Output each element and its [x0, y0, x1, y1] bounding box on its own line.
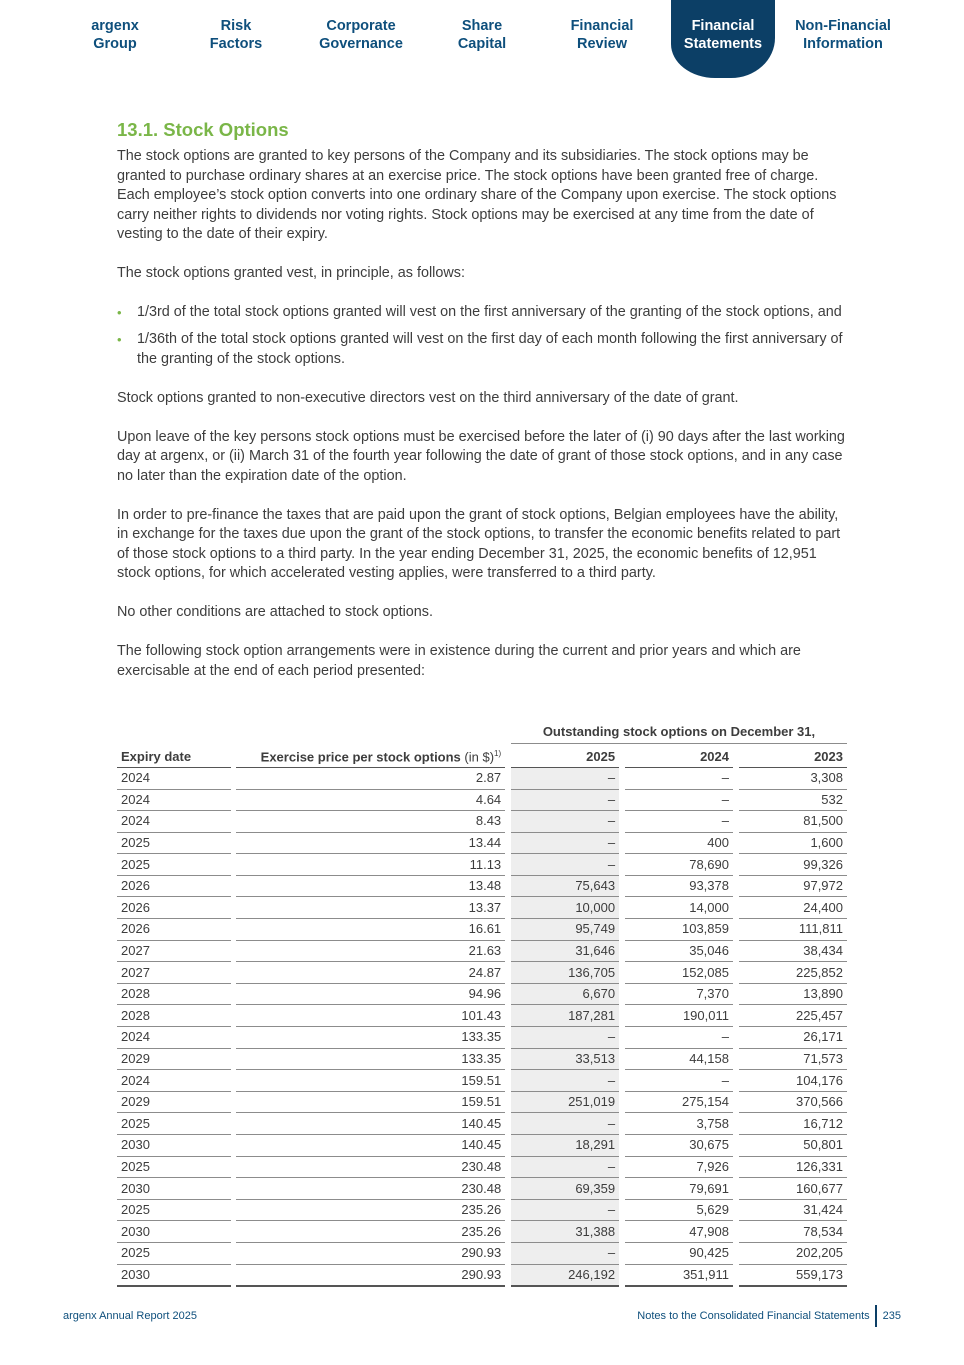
table-row — [117, 897, 847, 919]
cell-2025: 75,643 — [511, 876, 619, 898]
cell-expiry: 2025 — [117, 1243, 231, 1265]
cell-expiry: 2027 — [117, 941, 231, 963]
cell-expiry: 2026 — [117, 897, 231, 919]
cell-2024: 44,158 — [625, 1049, 733, 1071]
table-row — [117, 811, 847, 833]
table-row — [117, 790, 847, 812]
top-navigation — [60, 0, 904, 80]
cell-2023: 97,972 — [739, 876, 847, 898]
bullet-icon: • — [117, 305, 122, 320]
cell-price: 16.61 — [236, 919, 505, 941]
cell-2025: 69,359 — [511, 1178, 619, 1200]
cell-2023: 71,573 — [739, 1049, 847, 1071]
cell-2024: 152,085 — [625, 962, 733, 984]
tab-label-line1: Share — [461, 18, 503, 34]
cell-2025: 95,749 — [511, 919, 619, 941]
cell-price: 2.87 — [236, 768, 505, 790]
header-spacer — [236, 722, 505, 744]
table-body — [117, 768, 847, 1287]
cell-price: 101.43 — [236, 1005, 505, 1027]
cell-expiry: 2029 — [117, 1092, 231, 1114]
bullet-icon: • — [117, 332, 122, 347]
cell-price: 133.35 — [236, 1049, 505, 1071]
tab-argenx-group[interactable] — [60, 0, 170, 70]
tab-label-line1: Corporate — [326, 18, 396, 34]
tab-label-line2: Governance — [319, 36, 403, 52]
tab-label-line2: Review — [577, 36, 627, 52]
table-row — [117, 1265, 847, 1288]
tab-non-financial-information[interactable] — [788, 0, 898, 70]
tab-share-capital[interactable] — [427, 0, 537, 70]
cell-expiry: 2029 — [117, 1049, 231, 1071]
cell-expiry: 2025 — [117, 1200, 231, 1222]
tab-label-line1: Financial — [570, 18, 634, 34]
cell-price: 290.93 — [236, 1265, 505, 1288]
list-item — [117, 303, 847, 323]
cell-2023: 370,566 — [739, 1092, 847, 1114]
cell-expiry: 2027 — [117, 962, 231, 984]
tab-label-line2: Information — [803, 36, 883, 52]
cell-2023: 225,852 — [739, 962, 847, 984]
tab-financial-statements[interactable] — [671, 0, 775, 78]
table-row — [117, 984, 847, 1006]
cell-2025: – — [511, 1070, 619, 1092]
cell-expiry: 2028 — [117, 984, 231, 1006]
tab-label-line2: Group — [93, 36, 137, 52]
cell-2023: 78,534 — [739, 1221, 847, 1243]
cell-2024: 35,046 — [625, 941, 733, 963]
table-row — [117, 768, 847, 790]
tab-risk-factors[interactable] — [181, 0, 291, 70]
cell-2023: 26,171 — [739, 1027, 847, 1049]
table-row — [117, 1005, 847, 1027]
header-spacer — [117, 722, 231, 744]
column-header-2025: 2025 — [511, 744, 619, 768]
table-row — [117, 1157, 847, 1179]
cell-2024: 14,000 — [625, 897, 733, 919]
column-header-expiry: Expiry date — [117, 744, 231, 768]
cell-expiry: 2030 — [117, 1221, 231, 1243]
cell-2023: 3,308 — [739, 768, 847, 790]
tab-label-line1: Non-Financial — [795, 18, 891, 34]
cell-expiry: 2025 — [117, 854, 231, 876]
cell-2025: – — [511, 1200, 619, 1222]
cell-price: 24.87 — [236, 962, 505, 984]
cell-expiry: 2026 — [117, 876, 231, 898]
cell-price: 235.26 — [236, 1200, 505, 1222]
price-header-unit: (in $) — [464, 748, 495, 764]
column-header-2024: 2024 — [625, 744, 733, 768]
cell-expiry: 2025 — [117, 1113, 231, 1135]
cell-2025: – — [511, 1113, 619, 1135]
cell-2024: 400 — [625, 833, 733, 855]
cell-price: 94.96 — [236, 984, 505, 1006]
cell-price: 235.26 — [236, 1221, 505, 1243]
paragraph-leave: Upon leave of the key persons stock options must be exercised before the later of (i) 90 days after the last working day at argenx, or (ii) March 31 of the fourth year following the date of grant of those stock options, and in any case no later than the expiration date of the option. — [117, 428, 845, 484]
cell-price: 21.63 — [236, 941, 505, 963]
cell-price: 159.51 — [236, 1092, 505, 1114]
vesting-list — [117, 303, 847, 369]
cell-price: 290.93 — [236, 1243, 505, 1265]
tab-label-line2: Capital — [457, 36, 507, 52]
cell-2025: – — [511, 811, 619, 833]
cell-2023: 225,457 — [739, 1005, 847, 1027]
cell-price: 4.64 — [236, 790, 505, 812]
table-row — [117, 1243, 847, 1265]
table-row — [117, 962, 847, 984]
paragraph-directors: Stock options granted to non-executive directors vest on the third anniversary of the date of grant. — [117, 389, 739, 406]
cell-2025: – — [511, 854, 619, 876]
table-row — [117, 1135, 847, 1157]
cell-price: 140.45 — [236, 1135, 505, 1157]
cell-2025: 18,291 — [511, 1135, 619, 1157]
cell-2024: 3,758 — [625, 1113, 733, 1135]
cell-2025: 33,513 — [511, 1049, 619, 1071]
footnote-marker: 1) — [494, 748, 502, 758]
cell-expiry: 2024 — [117, 1070, 231, 1092]
cell-2024: 30,675 — [625, 1135, 733, 1157]
table-row — [117, 1178, 847, 1200]
paragraph-vesting-intro: The stock options granted vest, in principle, as follows: — [117, 265, 465, 281]
cell-price: 230.48 — [236, 1178, 505, 1200]
tab-label-line1: argenx — [91, 18, 139, 34]
section-content — [117, 117, 847, 701]
tab-financial-review[interactable] — [547, 0, 657, 70]
paragraph-conditions: No other conditions are attached to stock options. — [117, 604, 433, 620]
cell-2023: 13,890 — [739, 984, 847, 1006]
cell-price: 159.51 — [236, 1070, 505, 1092]
footer-report-title: argenx Annual Report 2025 — [63, 1310, 197, 1322]
cell-2023: 202,205 — [739, 1243, 847, 1265]
table-row — [117, 1070, 847, 1092]
cell-price: 133.35 — [236, 1027, 505, 1049]
cell-2024: 103,859 — [625, 919, 733, 941]
cell-2025: – — [511, 833, 619, 855]
table-row — [117, 919, 847, 941]
table-row — [117, 833, 847, 855]
stock-options-table — [117, 722, 847, 1287]
cell-2023: 38,434 — [739, 941, 847, 963]
list-item — [117, 330, 847, 369]
cell-price: 140.45 — [236, 1113, 505, 1135]
cell-2025: 31,646 — [511, 941, 619, 963]
cell-2023: 81,500 — [739, 811, 847, 833]
cell-price: 8.43 — [236, 811, 505, 833]
cell-price: 13.37 — [236, 897, 505, 919]
cell-2024: 351,911 — [625, 1265, 733, 1288]
cell-2023: 532 — [739, 790, 847, 812]
cell-2025: 251,019 — [511, 1092, 619, 1114]
paragraph-table-intro: The following stock option arrangements were in existence during the current and prior years and which are exercisable at the end of each period presented: — [117, 643, 801, 679]
cell-2024: 79,691 — [625, 1178, 733, 1200]
tab-label-line2: Factors — [209, 36, 263, 52]
cell-2023: 24,400 — [739, 897, 847, 919]
cell-2025: – — [511, 768, 619, 790]
cell-2024: 78,690 — [625, 854, 733, 876]
table-row — [117, 1049, 847, 1071]
table-row — [117, 1221, 847, 1243]
cell-2025: 136,705 — [511, 962, 619, 984]
cell-2025: – — [511, 1027, 619, 1049]
cell-expiry: 2024 — [117, 811, 231, 833]
cell-2025: – — [511, 1243, 619, 1265]
tab-label-line2: Statements — [683, 36, 763, 52]
cell-expiry: 2024 — [117, 790, 231, 812]
cell-2023: 50,801 — [739, 1135, 847, 1157]
cell-expiry: 2025 — [117, 833, 231, 855]
footer-section-title: Notes to the Consolidated Financial Statements — [637, 1310, 870, 1322]
cell-2025: 187,281 — [511, 1005, 619, 1027]
list-item-text: 1/36th of the total stock options granted will vest on the first day of each month following the first anniversary of the granting of the stock options. — [137, 331, 843, 367]
table-row — [117, 1092, 847, 1114]
cell-2023: 1,600 — [739, 833, 847, 855]
table-row — [117, 1200, 847, 1222]
cell-2024: 93,378 — [625, 876, 733, 898]
paragraph-prefinance: In order to pre-finance the taxes that are paid upon the grant of stock options, Belgian employees have the ability, in exchange for the taxes due upon the grant of the stock options, to transfer the economic benefits related to part of those stock options to a third party. In the year ending December 31, 2025, the economic benefits of 12,951 stock options, for which accelerated vesting applies, were transferred to a third party. — [117, 506, 841, 581]
cell-2023: 126,331 — [739, 1157, 847, 1179]
cell-2023: 111,811 — [739, 919, 847, 941]
cell-2024: – — [625, 1027, 733, 1049]
cell-2025: – — [511, 1157, 619, 1179]
cell-2024: 7,926 — [625, 1157, 733, 1179]
cell-2024: – — [625, 768, 733, 790]
table-row — [117, 1027, 847, 1049]
cell-2024: 90,425 — [625, 1243, 733, 1265]
cell-price: 230.48 — [236, 1157, 505, 1179]
cell-2023: 16,712 — [739, 1113, 847, 1135]
cell-expiry: 2024 — [117, 768, 231, 790]
cell-expiry: 2024 — [117, 1027, 231, 1049]
tab-label-line1: Risk — [220, 18, 252, 34]
cell-price: 13.48 — [236, 876, 505, 898]
cell-2024: 190,011 — [625, 1005, 733, 1027]
cell-2025: 246,192 — [511, 1265, 619, 1288]
table-row — [117, 854, 847, 876]
cell-2023: 160,677 — [739, 1178, 847, 1200]
cell-price: 11.13 — [236, 854, 505, 876]
cell-expiry: 2028 — [117, 1005, 231, 1027]
table-row — [117, 941, 847, 963]
column-header-2023: 2023 — [739, 744, 847, 768]
cell-expiry: 2030 — [117, 1178, 231, 1200]
section-title: 13.1. Stock Options — [117, 119, 289, 140]
cell-expiry: 2025 — [117, 1157, 231, 1179]
cell-2024: 5,629 — [625, 1200, 733, 1222]
page-number: 235 — [882, 1310, 901, 1322]
cell-2024: 47,908 — [625, 1221, 733, 1243]
paragraph-overview: The stock options are granted to key persons of the Company and its subsidiaries. The stock options may be granted to purchase ordinary shares at an exercise price. The stock options have been granted free of charge. Each employee’s stock option converts into one ordinary share of the Company upon exercise. The stock options carry neither rights to dividends nor voting rights. Stock options may be exercised at any time from the date of vesting to the date of their expiry. — [117, 148, 837, 242]
list-item-text: 1/3rd of the total stock options granted will vest on the first anniversary of the granting of the stock options, and — [137, 304, 842, 320]
cell-expiry: 2026 — [117, 919, 231, 941]
footer-divider — [875, 1305, 877, 1327]
tab-corporate-governance[interactable] — [306, 0, 416, 70]
cell-2025: – — [511, 790, 619, 812]
cell-price: 13.44 — [236, 833, 505, 855]
cell-2024: – — [625, 790, 733, 812]
cell-2025: 31,388 — [511, 1221, 619, 1243]
footer-section — [637, 1304, 901, 1328]
cell-expiry: 2030 — [117, 1265, 231, 1288]
tab-label-line1: Financial — [691, 18, 755, 34]
cell-2024: – — [625, 1070, 733, 1092]
cell-2024: 275,154 — [625, 1092, 733, 1114]
outstanding-group-header: Outstanding stock options on December 31, — [511, 722, 847, 744]
cell-2024: – — [625, 811, 733, 833]
cell-2023: 31,424 — [739, 1200, 847, 1222]
cell-2023: 99,326 — [739, 854, 847, 876]
column-header-price — [236, 744, 505, 768]
price-header-label: Exercise price per stock options — [260, 748, 461, 764]
cell-expiry: 2030 — [117, 1135, 231, 1157]
cell-2025: 6,670 — [511, 984, 619, 1006]
table-row — [117, 1113, 847, 1135]
cell-2023: 559,173 — [739, 1265, 847, 1288]
cell-2023: 104,176 — [739, 1070, 847, 1092]
cell-2024: 7,370 — [625, 984, 733, 1006]
cell-2025: 10,000 — [511, 897, 619, 919]
table-row — [117, 876, 847, 898]
